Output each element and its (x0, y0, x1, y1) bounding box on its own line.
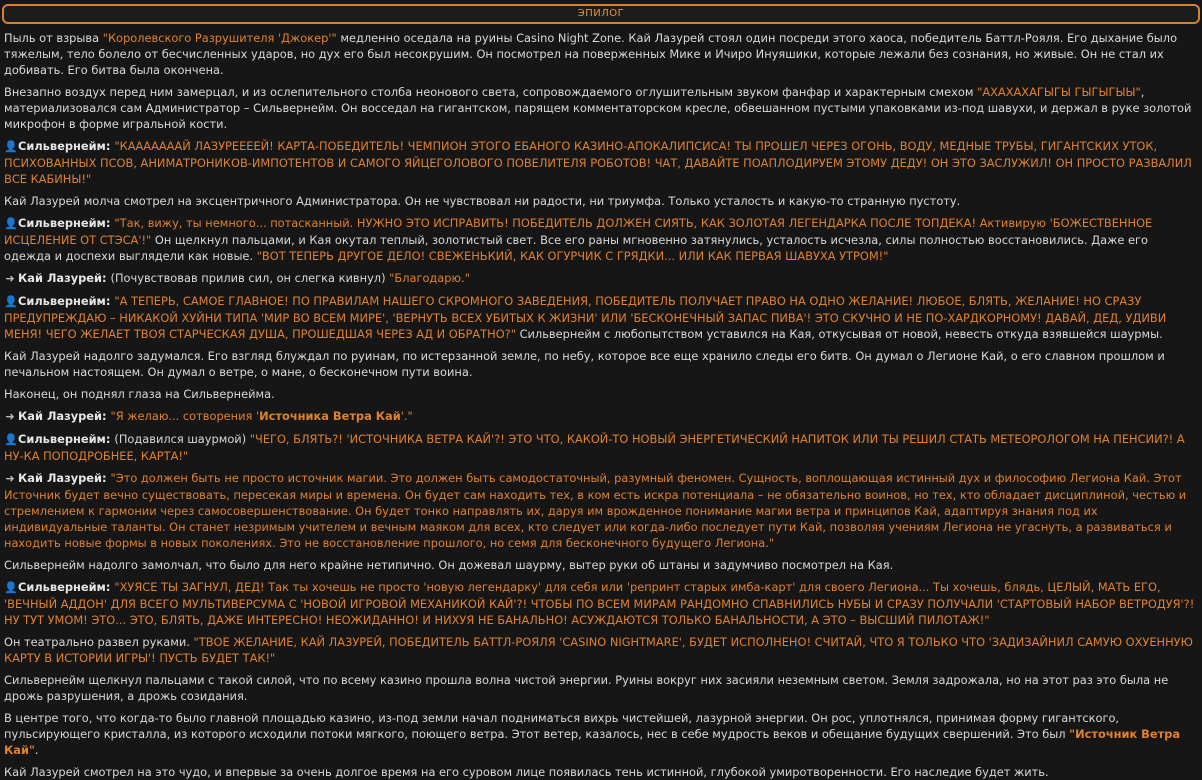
speaker-name: Сильвернейм: (18, 294, 115, 308)
narration-paragraph (4, 30, 1198, 78)
quote-text: "АХАХАХАГЫГЫ ГЫГЫГЫЫ" (977, 85, 1141, 99)
text-run: Сильвернейм с любопытством уставился на Кая, откусывая от новой, невесть откуда взявшейся шаурмы. (515, 327, 1163, 341)
speaker-name: Кай Лазурей: (18, 271, 111, 285)
text-run: В центре того, что когда-то было главной площадью казино, из-под земли начал подниматься вихрь чистейшей, лазурной энергии. Он рос, уплотнялся, принимая форму гигантского, пульсирующего кристалла, из которого исходили потоки мягкого, поющего ветра. Этот ветер, казалось, нес в себе мудрость веков и обещание будущих свершений. Это был (4, 711, 1120, 741)
quote-text: "Это должен быть не просто источник магии. Это должен быть самодостаточный, разумный феномен. Сущность, воплощающая истинный дух и философию Легиона Кай. Этот Источник будет вечно существовать, пересекая миры и времена. Он будет сам находить тех, в ком есть искра потенциала – не обязательно воинов, но тех, кто обладает дисциплиной, честью и стремлением к гармонии через самосовершенствование. Он будет тонко направлять их, даруя им врожденное понимание магии ветра и принципов Кай, адаптируя знания под их индивидуальные таланты. Он станет незримым учителем и вечным маяком для всех, кто следует или когда-либо последует пути Кай, позволяя учениям Легиона не угаснуть, а развиваться и находить новые формы в новых поколениях. Это не восстановление прошлого, но семя для бесконечного будущего Легиона." (4, 471, 1187, 550)
text-run: Кай Лазурей надолго задумался. Его взгляд блуждал по руинам, по истерзанной земле, по небу, которое все еще хранило следы его битв. Он думал о Легионе Кай, о его славном прошлом и печальном настоящем. Он думал о ветре, о мане, о бесконечном пути воина. (4, 349, 1165, 379)
narration-paragraph (4, 634, 1198, 666)
quote-text: "ТВОЕ ЖЕЛАНИЕ, КАЙ ЛАЗУРЕЙ, ПОБЕДИТЕЛЬ БАТТЛ-РОЯЛЯ 'CASINO NIGHTMARE', БУДЕТ ИСПОЛНЕНО! СЧИТАЙ, ЧТО Я ТОЛЬКО ЧТО 'ЗАДИЗАЙНИЛ САМУЮ ОХУЕННУЮ КАРТУ В ИСТОРИИ ИГРЫ'! ПУСТЬ БУДЕТ ТАК!" (4, 635, 1193, 665)
dialogue-line (4, 431, 1198, 464)
narration-paragraph (4, 386, 1198, 402)
quote-text: "ЧЕГО, БЛЯТЬ?! 'ИСТОЧНИКА ВЕТРА КАЙ'?! ЭТО ЧТО, КАКОЙ-ТО НОВЫЙ ЭНЕРГЕТИЧЕСКИЙ НАПИТОК ИЛИ ТЫ РЕШИЛ СТАТЬ МЕТЕОРОЛОГОМ НА ПЕНСИИ?! А НУ-КА ПОПОДРОБНЕЕ, КАРТА!" (4, 432, 1185, 463)
person-icon: 👤 (4, 217, 18, 230)
speaker-name: Сильвернейм: (18, 432, 115, 446)
text-run: (Подавился шаурмой) (114, 432, 250, 446)
speaker-name: Сильвернейм: (18, 139, 115, 153)
text-run: медленно оседала на руины Casino Night Zone. Кай Лазурей стоял один посреди этого хаоса, победитель Баттл-Рояля. Его дыхание было тяжелым, тело болело от бесчисленных ударов, но дух его был несокрушим. Он посмотрел на поверженных Мике и Ичиро Инуяшики, которые лежали без сознания, но живые. Он не стал их добивать. Его битва была окончена. (4, 31, 1178, 77)
person-icon: 👤 (4, 295, 18, 308)
dialogue-line (4, 470, 1198, 551)
quote-text: "КАААААААЙ ЛАЗУРЕЕЕЕЙ! КАРТА-ПОБЕДИТЕЛЬ! ЧЕМПИОН ЭТОГО ЕБАНОГО КАЗИНО-АПОКАЛИПСИСА! ТЫ ПРОШЕЛ ЧЕРЕЗ ОГОНЬ, ВОДУ, МЕДНЫЕ ТРУБЫ, ГИГАНТСКИХ УТОК, ПСИХОВАННЫХ ПСОВ, АНИМАТРОНИКОВ-ИМПОТЕНТОВ И САМОГО ЯЙЦЕГОЛОВОГО ПОВЕЛИТЕЛЯ РОБОТОВ! ЧАТ, ДАВАЙТЕ ПОАПЛОДИРУЕМ ЭТОМУ ДЕДУ! ОН ЭТО ЗАСЛУЖИЛ! ОН ПРОСТО РАЗВАЛИЛ ВСЕ КАБИНЫ!" (4, 139, 1192, 186)
hand-pointing-icon: ➜ (5, 472, 15, 485)
chapter-title: ЭПИЛОГ (577, 8, 625, 19)
text-run: . (34, 743, 39, 757)
dialogue-line (4, 293, 1198, 342)
quote-text: "А ТЕПЕРЬ, САМОЕ ГЛАВНОЕ! ПО ПРАВИЛАМ НАШЕГО СКРОМНОГО ЗАВЕДЕНИЯ, ПОБЕДИТЕЛЬ ПОЛУЧАЕТ ПРАВО НА ОДНО ЖЕЛАНИЕ! ЛЮБОЕ, БЛЯТЬ, ЖЕЛАНИЕ! НО СРАЗУ ПРЕДУПРЕЖДАЮ – НИКАКОЙ ХУЙНИ ТИПА 'МИР ВО ВСЕМ МИРЕ', 'ВЕРНУТЬ ВСЕХ УБИТЫХ К ЖИЗНИ' ИЛИ 'БЕСКОНЕЧНЫЙ ЗАПАС ПИВА'! ЭТО СКУЧНО И НЕ ПО-ХАРДКОРНОМУ! ДАВАЙ, ДЕД, УДИВИ МЕНЯ! ЧЕГО ЖЕЛАЕТ ТВОЯ СТАРЧЕСКАЯ ДУША, ПРОШЕДШАЯ ЧЕРЕЗ АД И ОБРАТНО?" (4, 294, 1167, 341)
quote-text: "Я желаю... сотворения ' (110, 409, 260, 423)
narration-paragraph (4, 193, 1198, 209)
person-icon: 👤 (4, 581, 18, 594)
speaker-name: Сильвернейм: (18, 580, 115, 594)
speaker-name: Сильвернейм: (18, 216, 115, 230)
speaker-name: Кай Лазурей: (18, 471, 111, 485)
text-run: Кай Лазурей смотрел на это чудо, и впервые за очень долгое время на его суровом лице появилась тень истинной, глубокой умиротворенности. Его наследие будет жить. (4, 765, 1049, 779)
person-icon: 👤 (4, 433, 18, 446)
quote-text: "Королевского Разрушителя 'Джокер'" (102, 31, 337, 45)
hand-pointing-icon: ➜ (5, 410, 15, 423)
text-run: Наконец, он поднял глаза на Сильвернейма. (4, 387, 275, 401)
hand-pointing-icon: ➜ (5, 272, 15, 285)
text-run: Сильвернейм щелкнул пальцами с такой силой, что по всему казино прошла волна чистой энергии. Руины вокруг них засияли неземным светом. Земля задрожала, но на этот раз это была не дрожь разрушения, а дрожь созидания. (4, 673, 1169, 703)
text-run: Он театрально развел руками. (4, 635, 194, 649)
story-content (0, 24, 1202, 780)
narration-paragraph (4, 348, 1198, 380)
text-run: Внезапно воздух перед ним замерцал, и из ослепительного столба неонового света, сопровождаемого оглушительным звуком фанфар и характерным смехом (4, 85, 978, 99)
narration-paragraph (4, 557, 1198, 573)
quote-text: '." (400, 409, 413, 423)
narration-paragraph (4, 710, 1198, 758)
dialogue-line (4, 270, 1198, 287)
quote-text: Источника Ветра Кай (259, 409, 401, 423)
narration-paragraph (4, 672, 1198, 704)
text-run: Кай Лазурей молча смотрел на эксцентричного Администратора. Он не чувствовал ни радости, ни триумфа. Только усталость и какую-то странную пустоту. (4, 194, 961, 208)
text-run: Пыль от взрыва (4, 31, 103, 45)
text-run: , материализовался сам Администратор – Сильвернейм. Он восседал на гигантском, парящем комментаторском кресле, обвешанном пустыми упаковками из-под шавухи, и держал в руке золотой микрофон в форме игральной кости. (4, 85, 1192, 131)
chapter-header (2, 4, 1200, 24)
person-icon: 👤 (4, 140, 18, 153)
dialogue-line (4, 579, 1198, 628)
narration-paragraph (4, 764, 1198, 780)
narration-paragraph (4, 84, 1198, 132)
text-run: (Почувствовав прилив сил, он слегка кивнул) (110, 271, 390, 285)
quote-text: "ХУЯСЕ ТЫ ЗАГНУЛ, ДЕД! Так ты хочешь не просто 'новую легендарку' для себя или 'репринт старых имба-карт' для своего Легиона... Ты хочешь, блядь, ЦЕЛЫЙ, МАТЬ ЕГО, 'ВЕЧНЫЙ АДДОН' ДЛЯ ВСЕГО МУЛЬТИВЕРСУМА С 'НОВОЙ ИГРОВОЙ МЕХАНИКОЙ КАЙ'?! ЧТОБЫ ПО ВСЕМ МИРАМ РАНДОМНО СПАВНИЛИСЬ НУБЫ И СРАЗУ ПОЛУЧАЛИ 'СТАРТОВЫЙ НАБОР ВЕТРОДУЯ'?! НУ ТУТ УМОМ! ЭТО... ЭТО, БЛЯТЬ, ДАЖЕ ИНТЕРЕСНО! НЕОЖИДАННО! И НИХУЯ НЕ БАНАЛЬНО! АСУЖДАЮТСЯ ТОЛЬКО БАНАЛЬНОСТИ, А ЭТО – ВЫСШИЙ ПИЛОТАЖ!" (4, 580, 1195, 627)
text-run: Он щелкнул пальцами, и Кая окутал теплый, золотистый свет. Все его раны мгновенно затянулись, усталость исчезла, силы полностью восстановились. Даже его одежда и доспехи выглядели как новые. (4, 233, 1148, 263)
dialogue-line (4, 408, 1198, 425)
speaker-name: Кай Лазурей: (18, 409, 111, 423)
text-run: Сильвернейм надолго замолчал, что было для него крайне нетипично. Он дожевал шаурму, вытер руки об штаны и задумчиво посмотрел на Кая. (4, 558, 894, 572)
quote-text: "Источник Ветра Кай" (4, 727, 1181, 757)
quote-text: "Так, вижу, ты немного... потасканный. НУЖНО ЭТО ИСПРАВИТЬ! ПОБЕДИТЕЛЬ ДОЛЖЕН СИЯТЬ, КАК ЗОЛОТАЯ ЛЕГЕНДАРКА ПОСЛЕ ТОПДЕКА! Активирую 'БОЖЕСТВЕННОЕ ИСЦЕЛЕНИЕ ОТ СТЭСА'!" (4, 216, 1153, 247)
dialogue-line (4, 138, 1198, 187)
quote-text: "ВОТ ТЕПЕРЬ ДРУГОЕ ДЕЛО! СВЕЖЕНЬКИЙ, КАК ОГУРЧИК С ГРЯДКИ... ИЛИ КАК ПЕРВАЯ ШАВУХА УТРОМ!" (256, 249, 889, 263)
quote-text: "Благодарю." (389, 271, 470, 285)
dialogue-line (4, 215, 1198, 264)
